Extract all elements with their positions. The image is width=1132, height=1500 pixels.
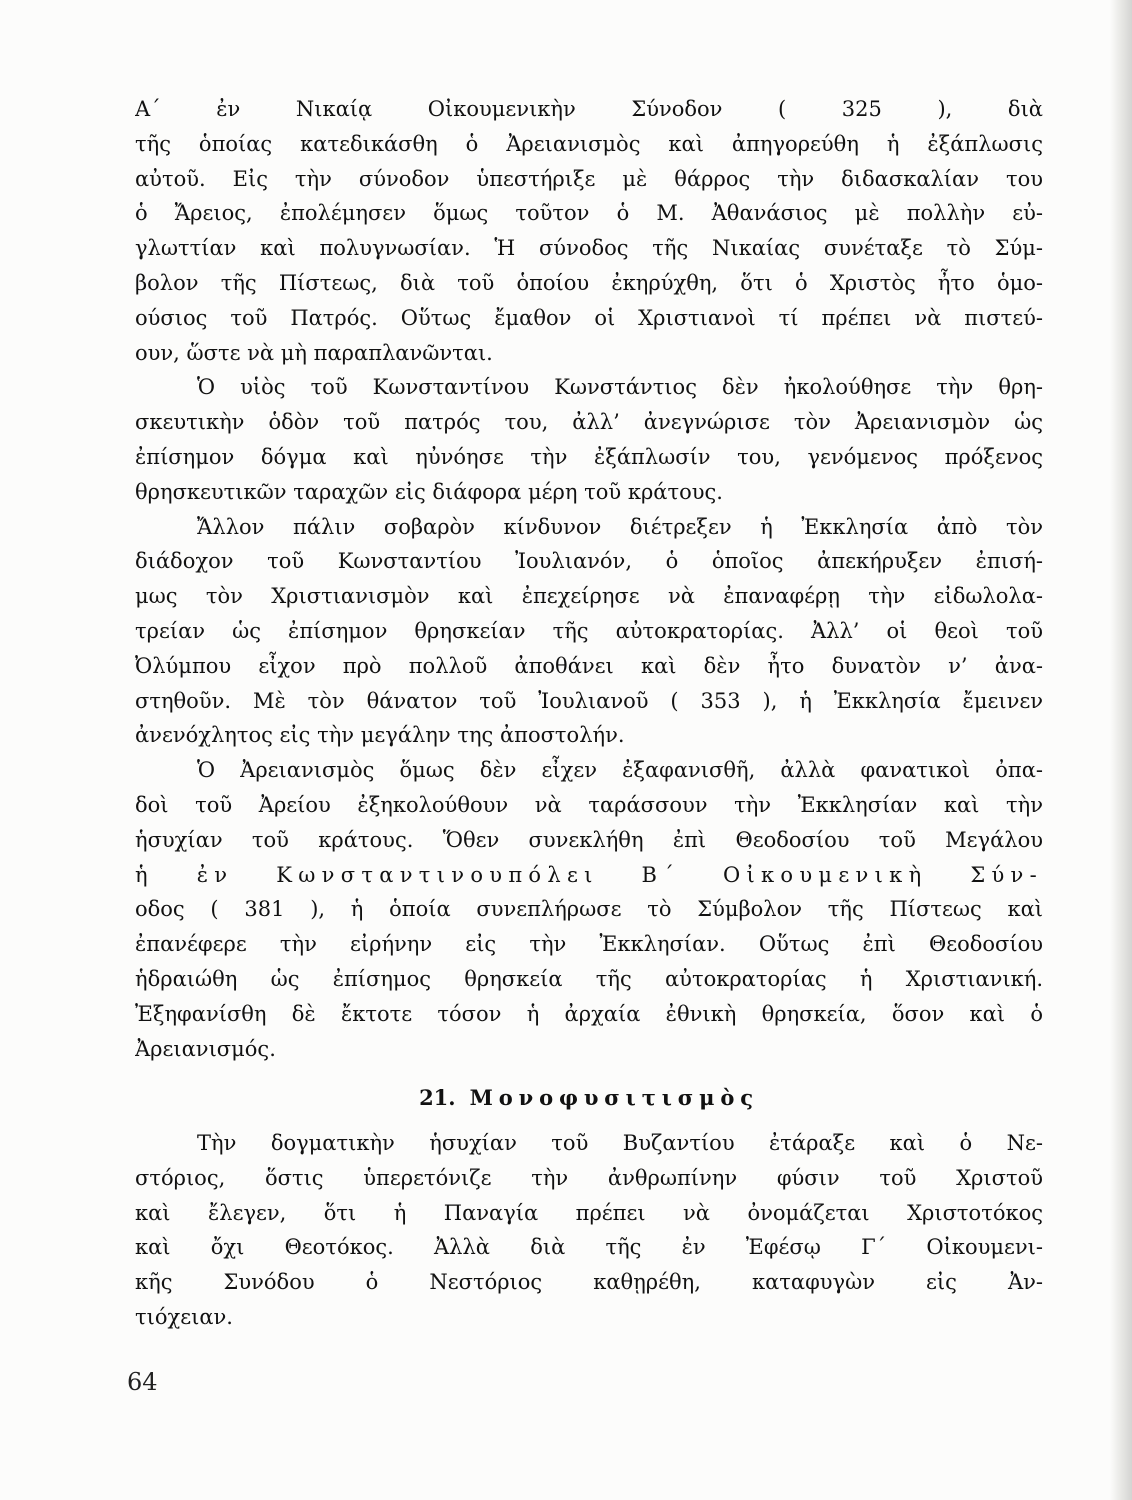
section-heading bbox=[135, 1078, 1043, 1118]
text-line: δοὶ τοῦ Ἀρείου ἐξηκολούθουν νὰ ταράσσουν τὴν Ἐκκλησίαν καὶ τὴν bbox=[135, 792, 1043, 817]
text-line: βολον τῆς Πίστεως, διὰ τοῦ ὁποίου ἐκηρύχθη, ὅτι ὁ Χριστὸς ἦτο ὁμο- bbox=[135, 270, 1043, 295]
text-line: Ἐξηφανίσθη δὲ ἔκτοτε τόσον ἡ ἀρχαία ἐθνικὴ θρησκεία, ὅσον καὶ ὁ bbox=[135, 1001, 1043, 1026]
text-line: τῆς ὁποίας κατεδικάσθη ὁ Ἀρειανισμὸς καὶ ἀπηγορεύθη ἡ ἐξάπλωσις bbox=[135, 131, 1043, 156]
text-line: διάδοχον τοῦ Κωνσταντίου Ἰουλιανόν, ὁ ὁποῖος ἀπεκήρυξεν ἐπισή- bbox=[135, 549, 1043, 574]
body-text-section-2 bbox=[135, 1126, 1043, 1335]
text-line: μως τὸν Χριστιανισμὸν καὶ ἐπεχείρησε νὰ ἐπαναφέρῃ τὴν εἰδωλολα- bbox=[135, 584, 1043, 609]
text-line: ἐπανέφερε τὴν εἰρήνην εἰς τὴν Ἐκκλησίαν. Οὕτως ἐπὶ Θεοδοσίου bbox=[135, 932, 1043, 957]
text-line: τιόχειαν. bbox=[135, 1304, 233, 1329]
text-line: γλωττίαν καὶ πολυγνωσίαν. Ἡ σύνοδος τῆς Νικαίας συνέταξε τὸ Σύμ- bbox=[135, 236, 1043, 261]
text-line: ὁ Ἄρειος, ἐπολέμησεν ὅμως τοῦτον ὁ Μ. Ἀθανάσιος μὲ πολλὴν εὐ- bbox=[135, 201, 1043, 226]
page-number: 64 bbox=[127, 1368, 158, 1396]
text-line: θρησκευτικῶν ταραχῶν εἰς διάφορα μέρη τοῦ κράτους. bbox=[135, 479, 723, 504]
text-line: οδος ( 381 ), ἡ ὁποία συνεπλήρωσε τὸ Σύμβολον τῆς Πίστεως καὶ bbox=[135, 897, 1043, 922]
text-line: ἡδραιώθη ὡς ἐπίσημος θρησκεία τῆς αὐτοκρατορίας ἡ Χριστιανική. bbox=[135, 966, 1043, 991]
text-line: ἡ ἐν Κωνσταντινουπόλει Β΄ Οἰκουμενικὴ Σύν- bbox=[135, 862, 1043, 887]
section-title: Μονοφυσιτισμὸς bbox=[469, 1085, 759, 1110]
text-line: ἡσυχίαν τοῦ κράτους. Ὅθεν συνεκλήθη ἐπὶ Θεοδοσίου τοῦ Μεγάλου bbox=[135, 827, 1043, 852]
text-line: ούσιος τοῦ Πατρός. Οὕτως ἔμαθον οἱ Χριστιανοὶ τί πρέπει νὰ πιστεύ- bbox=[135, 305, 1043, 330]
page-edge-shadow bbox=[1110, 0, 1132, 1500]
text-line: τρείαν ὡς ἐπίσημον θρησκείαν τῆς αὐτοκρατορίας. Ἀλλ’ οἱ θεοὶ τοῦ bbox=[135, 618, 1043, 643]
text-line: καὶ ὄχι Θεοτόκος. Ἀλλὰ διὰ τῆς ἐν Ἐφέσῳ Γ΄ Οἰκουμενι- bbox=[135, 1235, 1043, 1260]
text-line: αὐτοῦ. Εἰς τὴν σύνοδον ὑπεστήριξε μὲ θάρρος τὴν διδασκαλίαν του bbox=[135, 166, 1043, 191]
text-line: στόριος, ὅστις ὑπερετόνιζε τὴν ἀνθρωπίνην φύσιν τοῦ Χριστοῦ bbox=[135, 1165, 1043, 1190]
text-line: σκευτικὴν ὁδὸν τοῦ πατρός του, ἀλλ’ ἀνεγνώρισε τὸν Ἀρειανισμὸν ὡς bbox=[135, 410, 1043, 435]
text-line: καὶ ἔλεγεν, ὅτι ἡ Παναγία πρέπει νὰ ὀνομάζεται Χριστοτόκος bbox=[135, 1200, 1043, 1225]
text-line: Ἀρειανισμός. bbox=[135, 1036, 276, 1061]
section-number: 21. bbox=[419, 1085, 456, 1110]
text-line: ουν, ὥστε νὰ μὴ παραπλανῶνται. bbox=[135, 340, 493, 365]
text-line: Ὁ υἱὸς τοῦ Κωνσταντίνου Κωνστάντιος δὲν ἠκολούθησε τὴν θρη- bbox=[197, 375, 1043, 400]
text-line: κῆς Συνόδου ὁ Νεστόριος καθῃρέθη, καταφυγὼν εἰς Ἀν- bbox=[135, 1270, 1043, 1295]
body-text-section-1 bbox=[135, 92, 1043, 1066]
text-line: Α΄ ἐν Νικαίᾳ Οἰκουμενικὴν Σύνοδον ( 325 ), διὰ bbox=[135, 97, 1043, 121]
text-line: Ἄλλον πάλιν σοβαρὸν κίνδυνον διέτρεξεν ἡ Ἐκκλησία ἀπὸ τὸν bbox=[197, 514, 1043, 539]
text-line: Ὀλύμπου εἶχον πρὸ πολλοῦ ἀποθάνει καὶ δὲν ἦτο δυνατὸν ν’ ἀνα- bbox=[135, 653, 1043, 678]
text-line: Τὴν δογματικὴν ἡσυχίαν τοῦ Βυζαντίου ἐτάραξε καὶ ὁ Νε- bbox=[197, 1131, 1043, 1155]
text-line: Ὁ Ἀρειανισμὸς ὅμως δὲν εἶχεν ἐξαφανισθῆ, ἀλλὰ φανατικοὶ ὀπα- bbox=[197, 758, 1043, 783]
text-line: στηθοῦν. Μὲ τὸν θάνατον τοῦ Ἰουλιανοῦ ( 353 ), ἡ Ἐκκλησία ἔμεινεν bbox=[135, 688, 1043, 713]
text-line: ἐπίσημον δόγμα καὶ ηὐνόησε τὴν ἐξάπλωσίν του, γενόμενος πρόξενος bbox=[135, 444, 1043, 469]
text-line: ἀνενόχλητος εἰς τὴν μεγάλην της ἀποστολήν. bbox=[135, 723, 625, 748]
